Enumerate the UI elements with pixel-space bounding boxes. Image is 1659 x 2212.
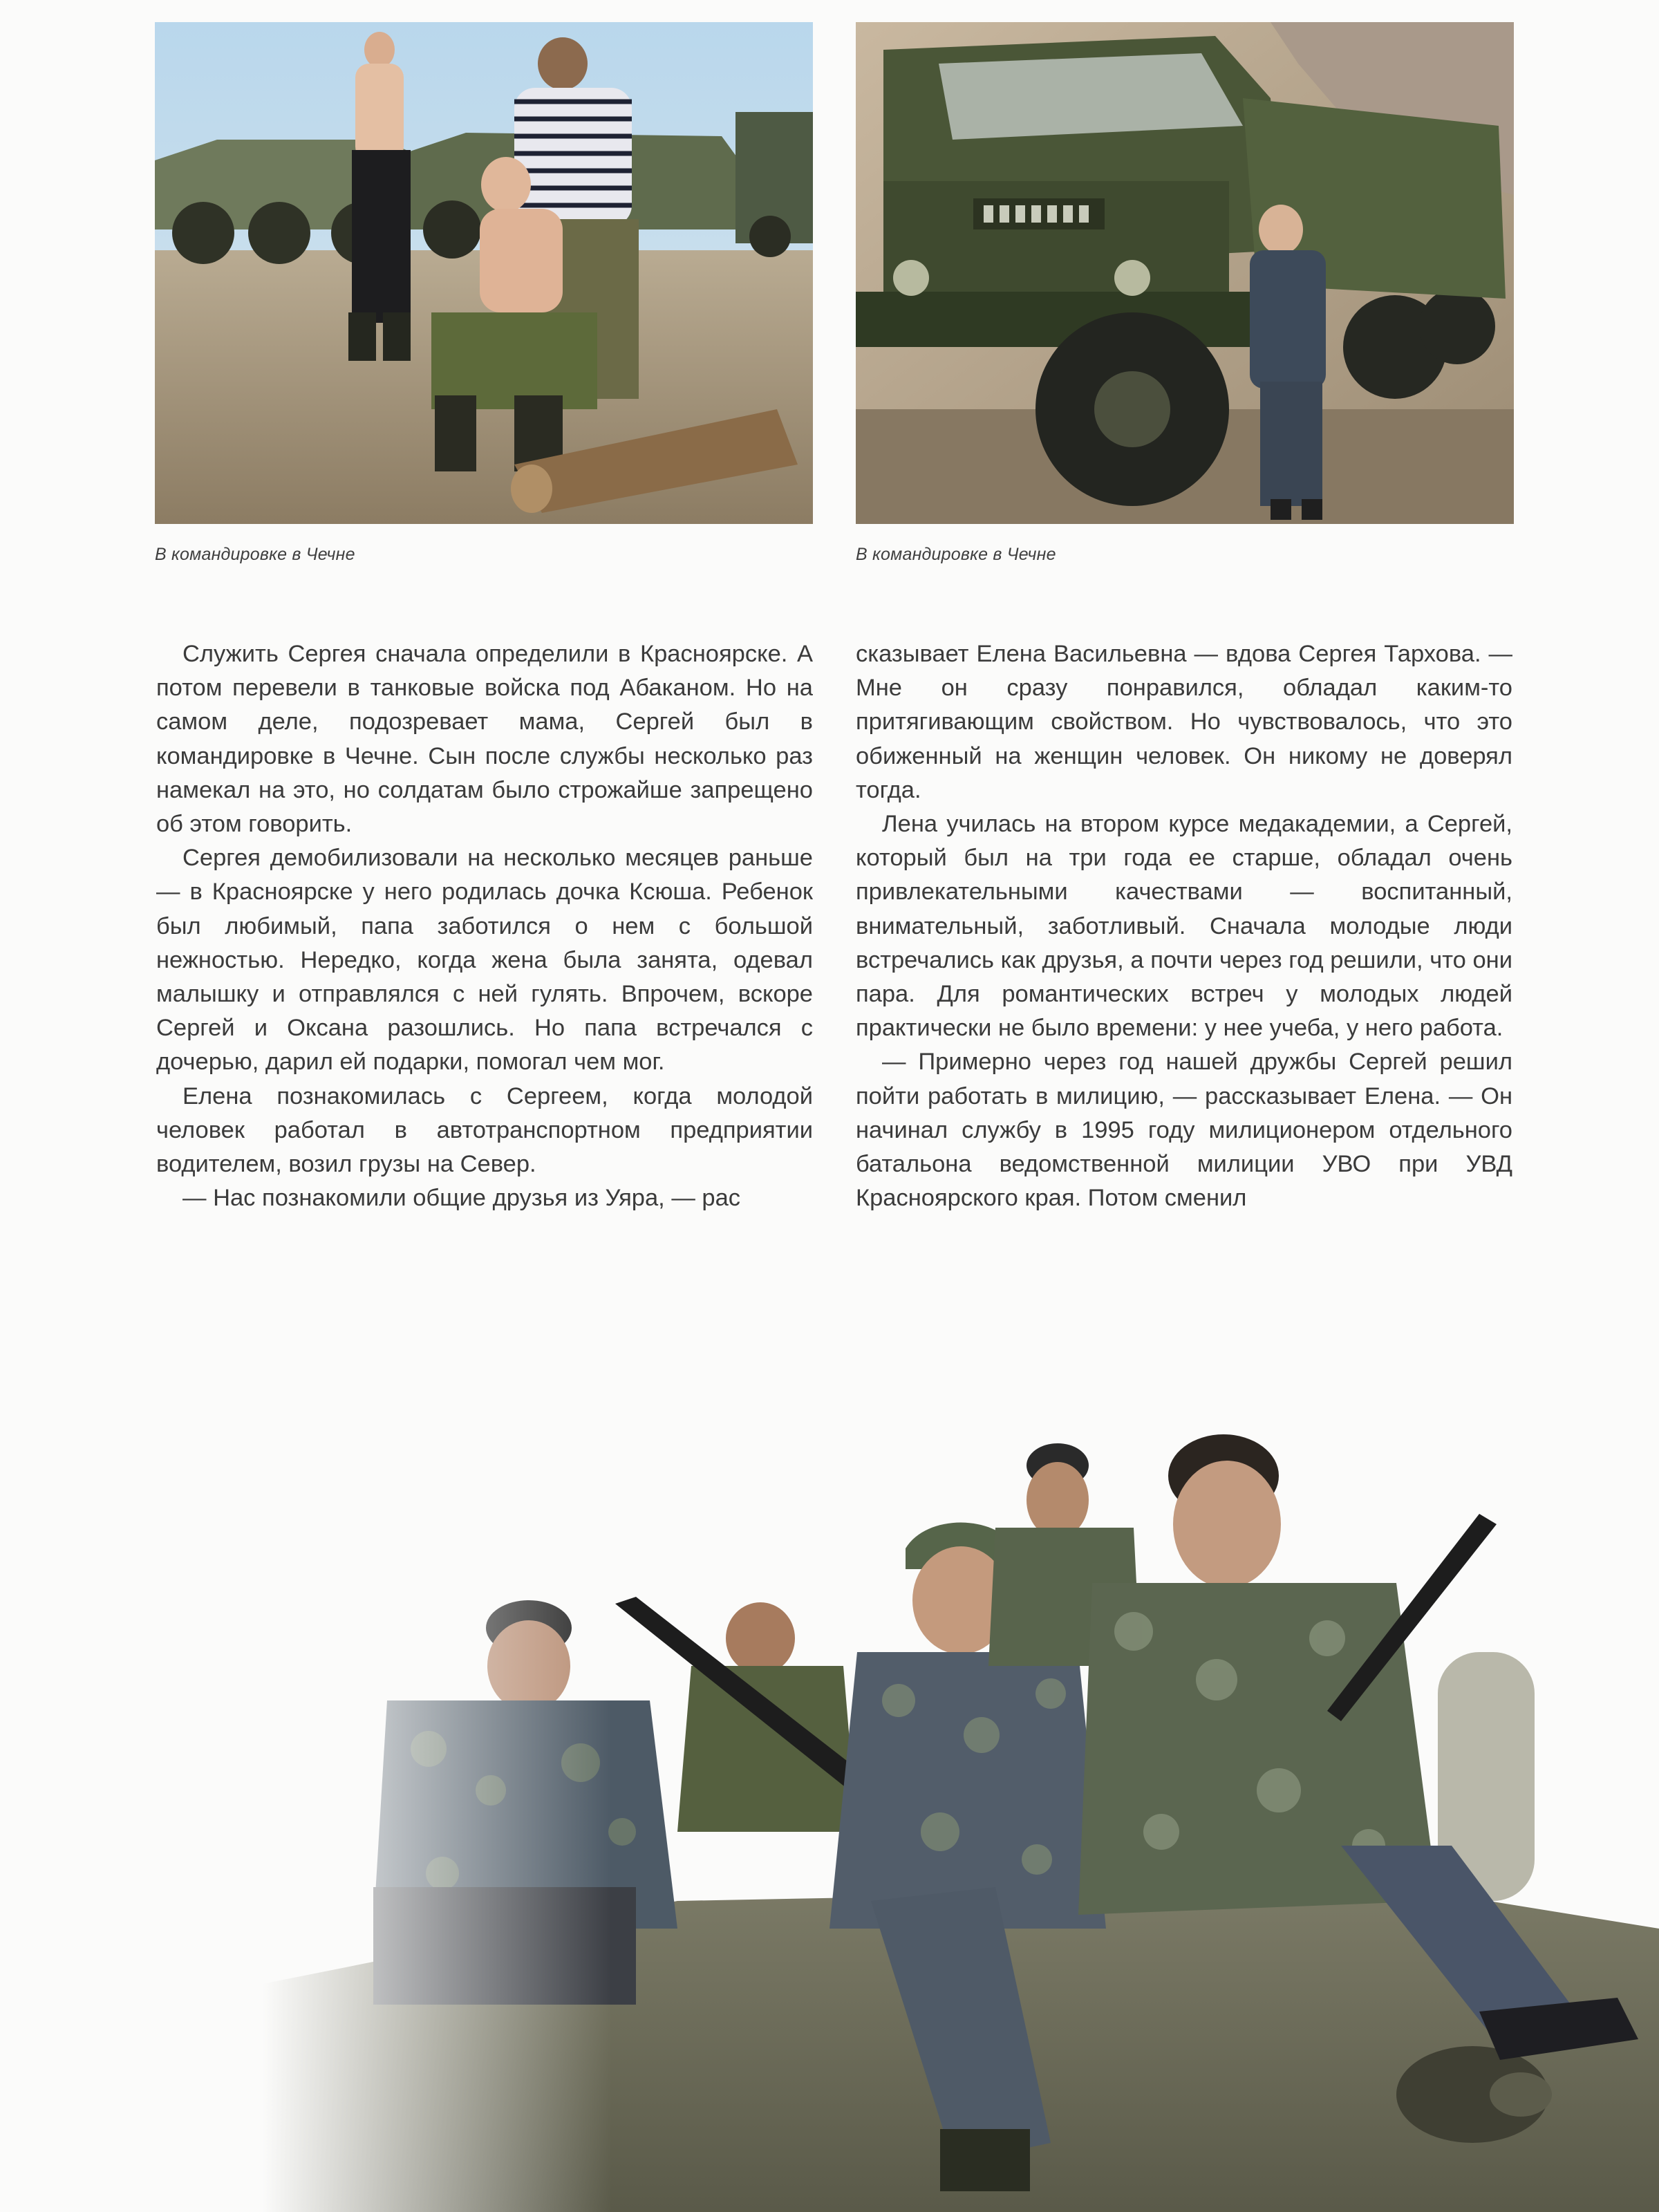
photo-haircut-chechnya bbox=[155, 22, 813, 524]
photo-group-image bbox=[263, 1403, 1659, 2212]
caption-right: В командировке в Чечне bbox=[856, 545, 1056, 564]
photo-group-on-apc bbox=[263, 1403, 1659, 2212]
article-paragraph: Служить Сергея сначала определили в Красноярске. А потом перевели в танковые войска под Абаканом. Но на самом деле, подозревает мама, Сергей был в командировке в Чечне. Сын после службы несколько раз намекал на это, но солдатам было строжайше запрещено об этом говорить. bbox=[156, 641, 813, 838]
caption-left: В командировке в Чечне bbox=[155, 545, 355, 564]
article-paragraph: — Нас познакомили общие друзья из Уяра, — рас bbox=[182, 1185, 741, 1212]
article-paragraph: Сергея демобилизовали на несколько месяцев раньше — в Красноярске у него родилась дочка Ксюша. Ребенок был любимый, папа заботился о нем с большой нежностью. Нередко, когда жена была занята, одевал малышку и отправлялся с ней гулять. Впрочем, вскоре Сергей и Оксана разошлись. Но папа встречался с дочерью, дарил ей подарки, помогал чем мог. bbox=[156, 845, 813, 1076]
article-paragraph: Лена училась на втором курсе медакадемии, а Сергей, который был на три года ее старше, обладал очень привлекательными качествами — воспитанный, внимательный, заботливый. Сначала молодые люди встречались как друзья, а почти через год решили, что они пара. Для романтических встреч у молодых людей практически не было времени: у нее учеба, у него работа. bbox=[856, 811, 1512, 1042]
article-column-right bbox=[856, 637, 1512, 1215]
article-paragraph: сказывает Елена Васильевна — вдова Сергея Тархова. — Мне он сразу понравился, обладал каким-то притягивающим свойством. Но чувствовалось, что это обиженный на женщин человек. Он никому не доверял тогда. bbox=[856, 641, 1512, 803]
photo-haircut-image bbox=[155, 22, 813, 524]
photo-truck-image bbox=[856, 22, 1514, 524]
article-column-left bbox=[156, 637, 813, 1215]
article-paragraph: Елена познакомилась с Сергеем, когда молодой человек работал в автотранспортном предприятии водителем, возил грузы на Север. bbox=[156, 1082, 813, 1178]
photo-truck-chechnya bbox=[856, 22, 1514, 524]
article-paragraph: — Примерно через год нашей дружбы Сергей решил пойти работать в милицию, — рассказывает Елена. — Он начинал службу в 1995 году милиционером отдельного батальона ведомственной милиции УВО при УВД Красноярского края. Потом сменил bbox=[856, 1049, 1512, 1212]
